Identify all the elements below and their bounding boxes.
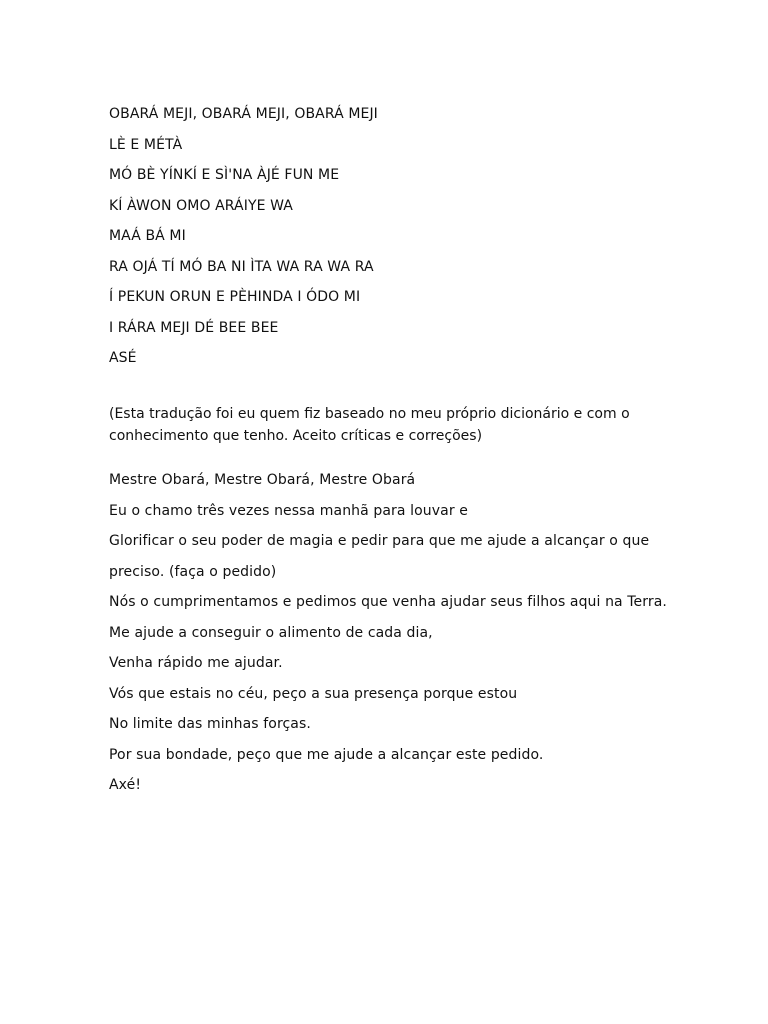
portuguese-prayer	[109, 465, 729, 801]
yoruba-line-1: OBARÁ MEJI, OBARÁ MEJI, OBARÁ MEJI	[109, 106, 378, 122]
yoruba-line-5: MAÁ BÁ MI	[109, 228, 186, 244]
translator-note: (Esta tradução foi eu quem fiz baseado no meu próprio dicionário e com o conhecimento que tenho. Aceito críticas e correções)	[109, 406, 630, 444]
yoruba-line-2: LÈ E MÉTÀ	[109, 136, 183, 153]
portuguese-line-3: Glorificar o seu poder de magia e pedir para que me ajude a alcançar o que	[109, 533, 650, 549]
portuguese-line-6: Me ajude a conseguir o alimento de cada dia,	[109, 624, 433, 641]
yoruba-line-7: Í PEKUN ORUN E PÈHINDA I ÓDO MI	[109, 289, 361, 305]
portuguese-line-7: Venha rápido me ajudar.	[109, 655, 283, 671]
yoruba-line-9: ASÉ	[109, 350, 137, 366]
portuguese-line-5: Nós o cumprimentamos e pedimos que venha ajudar seus filhos aqui na Terra.	[109, 594, 667, 610]
portuguese-line-10: Por sua bondade, peço que me ajude a alcançar este pedido.	[109, 746, 544, 763]
portuguese-line-1: Mestre Obará, Mestre Obará, Mestre Obará	[109, 472, 416, 488]
yoruba-line-6: RA OJÁ TÍ MÓ BA NI ÌTA WA RA WA RA	[109, 258, 374, 275]
portuguese-line-11: Axé!	[109, 777, 142, 793]
yoruba-line-3: MÓ BÈ YÍNKÍ E SÌ'NA ÀJÉ FUN ME	[109, 167, 340, 183]
portuguese-line-2: Eu o chamo três vezes nessa manhã para louvar e	[109, 502, 468, 519]
portuguese-line-8: Vós que estais no céu, peço a sua presença porque estou	[109, 685, 518, 702]
yoruba-line-8: I RÁRA MEJI DÉ BEE BEE	[109, 319, 279, 336]
yoruba-prayer	[109, 99, 729, 374]
yoruba-line-4: KÍ ÀWON OMO ARÁIYE WA	[109, 197, 293, 214]
portuguese-line-9: No limite das minhas forças.	[109, 716, 311, 732]
portuguese-line-4: preciso. (faça o pedido)	[109, 563, 277, 580]
